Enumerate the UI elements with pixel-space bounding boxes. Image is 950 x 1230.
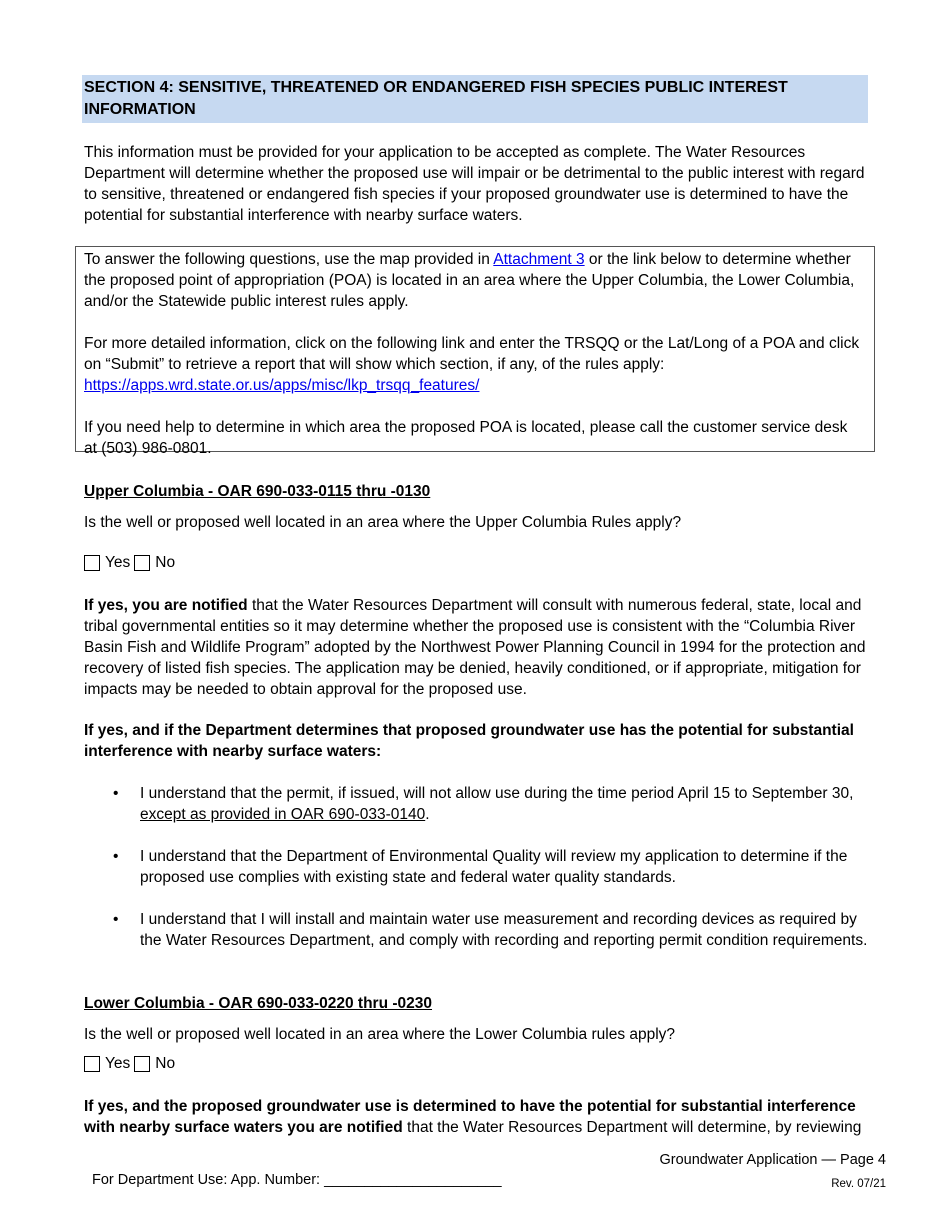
lower-no-label: No (155, 1055, 176, 1072)
info-paragraph-detail (84, 333, 862, 396)
bullet-marker: • (113, 848, 119, 865)
bullet-text: I understand that the permit, if issued, will not allow use during the time period April 15 to September 30, (140, 785, 854, 802)
info-paragraph-help: If you need help to determine in which area the proposed POA is located, please call the customer service desk at (503) 986-0801. (84, 419, 848, 457)
bullet-item-1 (140, 783, 870, 825)
lower-no-checkbox[interactable] (134, 1056, 150, 1072)
upper-columbia-heading: Upper Columbia - OAR 690-033-0115 thru -0130 (84, 483, 431, 500)
upper-columbia-condition: If yes, and if the Department determines that proposed groundwater use has the potential for substantial interference with nearby surface waters: (84, 722, 854, 760)
lower-columbia-question: Is the well or proposed well located in an area where the Lower Columbia rules apply? (84, 1026, 676, 1043)
oar-0140-reference: except as provided in OAR 690-033-0140 (140, 806, 426, 823)
attachment-3-link[interactable]: Attachment 3 (493, 251, 585, 268)
lower-yes-checkbox[interactable] (84, 1056, 100, 1072)
upper-yes-label: Yes (105, 554, 131, 571)
lower-yes-label: Yes (105, 1055, 131, 1072)
page-footer-title: Groundwater Application — Page 4 (659, 1152, 886, 1168)
trsqq-lookup-link[interactable]: https://apps.wrd.state.or.us/apps/misc/lkp_trsqq_features/ (84, 377, 480, 394)
bullet-marker: • (113, 785, 119, 802)
info-text: For more detailed information, click on the following link and enter the TRSQQ or the Lat/Long of a POA and click on “Submit” to retrieve a report that will show which section, if any, of the rules apply: (84, 335, 860, 373)
upper-columbia-question: Is the well or proposed well located in an area where the Upper Columbia Rules apply? (84, 514, 682, 531)
bullet-item-2: I understand that the Department of Environmental Quality will review my application to determine if the proposed use complies with existing state and federal water quality standards. (140, 848, 848, 886)
revision-date: Rev. 07/21 (831, 1178, 886, 1190)
upper-yes-checkbox[interactable] (84, 555, 100, 571)
notice-bold: If yes, you are notified (84, 597, 248, 614)
department-use-field: For Department Use: App. Number: ______________________ (92, 1172, 502, 1188)
notice-bold: If yes, and the proposed groundwater use is determined to have the potential for substantial interference with nearby surface waters you are notified (84, 1098, 856, 1136)
info-box (75, 246, 875, 457)
lower-columbia-notice (84, 1096, 869, 1138)
info-paragraph-map (84, 249, 862, 312)
upper-columbia-checkboxes (84, 552, 179, 573)
intro-paragraph: This information must be provided for your application to be accepted as complete. The Water Resources Department will determine whether the proposed use will impair or be detrimental to the public interest with regard to sensitive, threatened or endangered fish species if your proposed groundwater use is determined to have the potential for substantial interference with nearby surface waters. (84, 144, 865, 224)
upper-no-label: No (155, 554, 176, 571)
bullet-item-3: I understand that I will install and maintain water use measurement and recording devices as required by the Water Resources Department, and comply with recording and reporting permit condition requirements. (140, 911, 868, 949)
lower-columbia-checkboxes (84, 1053, 179, 1074)
upper-no-checkbox[interactable] (134, 555, 150, 571)
info-text: To answer the following questions, use the map provided in (84, 251, 494, 268)
notice-text: that the Water Resources Department will determine, by reviewing (402, 1119, 862, 1136)
upper-columbia-notice (84, 595, 869, 700)
lower-columbia-heading: Lower Columbia - OAR 690-033-0220 thru -0230 (84, 995, 433, 1012)
bullet-text: . (425, 806, 430, 823)
notice-text: that the Water Resources Department will consult with numerous federal, state, local and tribal governmental entities so it may determine whether the proposed use is consistent with the “Columbia River Basin Fish and Wildlife Program” adopted by the Northwest Power Planning Council in 1994 for the protection and recovery of listed fish species. The application may be denied, heavily conditioned, or if appropriate, mitigation for impacts may be needed to obtain approval for the proposed use. (84, 597, 866, 698)
section-title: SECTION 4: SENSITIVE, THREATENED OR ENDANGERED FISH SPECIES PUBLIC INTEREST INFORMATION (82, 75, 868, 123)
bullet-marker: • (113, 911, 119, 928)
info-text: or the link below to determine whether the proposed point of appropriation (POA) is located in an area where the Upper Columbia, the Lower Columbia, and/or the Statewide public interest rules apply. (84, 251, 855, 310)
